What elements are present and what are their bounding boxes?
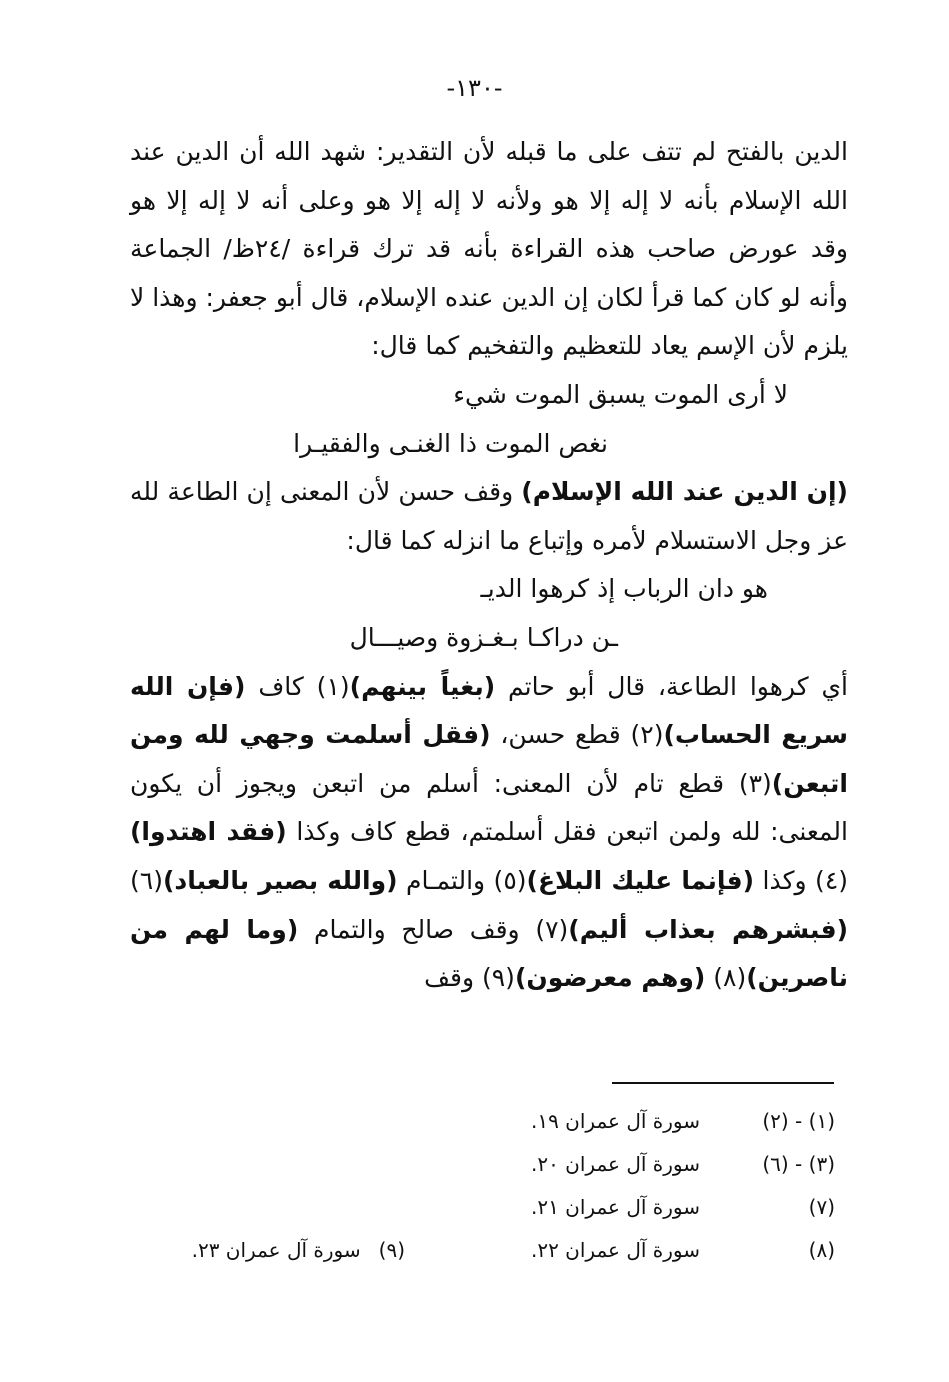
paragraph-text: (٢) قطع حسن، — [490, 720, 664, 750]
footnote — [130, 1143, 835, 1186]
poem-line-1: لا أرى الموت يسبق الموت شيء — [453, 379, 788, 409]
footnote-text: سورة آل عمران ٢٠. — [530, 1152, 700, 1176]
footnote-text: سورة آل عمران ١٩. — [530, 1109, 700, 1133]
paragraph-text: (٤) وكذا — [754, 865, 849, 895]
poem-line-3: هو دان الرباب إذ كرهوا الديـ — [480, 574, 768, 604]
quran-quote: (فإنما عليك البلاغ) — [526, 865, 755, 895]
footnote-side — [192, 1229, 405, 1272]
paragraph-3 — [130, 663, 848, 1003]
paragraph-1: الدين بالفتح لم تتف على ما قبله لأن التقدير: شهد الله أن الدين عند الله الإسلام بأنه لا إله إلا هو ولأنه لا إله إلا هو وعلى أنه لا إله إلا هو وقد عورض صاحب هذه القراءة بأنه قد ترك قراءة /٢٤ظ/ الجماعة وأنه لو كان كما قرأ لكان إن الدين عنده الإسلام، قال أبو جعفر: وهذا لا يلزم لأن الإسم يعاد للتعظيم والتفخيم كما قال: — [130, 137, 848, 361]
quran-quote: (إن الدين عند الله الإسلام) — [521, 477, 848, 507]
poem-line-4: ـن دراكـا بـغـزوة وصيـــال — [349, 622, 618, 652]
quran-quote: (فقل أسلمت وجهي لله ومن اتبعن) — [130, 720, 848, 798]
footnote-number: (٣) - (٦) — [762, 1152, 835, 1176]
paragraph-text: (٩) وقف — [424, 963, 515, 993]
poem-line-2: نغص الموت ذا الغنـى والفقيـرا — [293, 428, 608, 458]
footnote — [130, 1100, 835, 1143]
paragraph-text: أي كرهوا الطاعة، قال أبو حاتم — [495, 671, 849, 701]
footnote-number: (١) - (٢) — [762, 1109, 835, 1133]
paragraph-text: (٨) — [705, 963, 747, 993]
footnote-divider — [612, 1082, 834, 1084]
paragraph-2 — [130, 468, 848, 565]
paragraph-text: (٣) قطع تام لأن المعنى: أسلم من اتبعن ويجوز أن يكون المعنى: لله ولمن اتبعن فقل أسلمتم، قطع كاف وكذا — [130, 768, 848, 847]
footnote-text: سورة آل عمران ٢١. — [530, 1195, 700, 1219]
footnote-text: سورة آل عمران ٢٢. — [530, 1238, 700, 1262]
paragraph-text: (٧) وقف صالح والتمام — [298, 914, 569, 944]
quran-quote: (وهم معرضون) — [514, 963, 706, 993]
quran-quote: (فقد اهتدوا) — [130, 817, 287, 847]
main-text — [130, 128, 848, 1003]
quran-quote: (فإن الله سريع الحساب) — [130, 671, 849, 750]
footnote — [130, 1229, 835, 1272]
footnote-text: سورة آل عمران ٢٣. — [191, 1238, 361, 1262]
paragraph-text: (٦) — [130, 865, 163, 895]
quran-quote: (فبشرهم بعذاب أليم) — [568, 914, 848, 944]
paragraph-text: وقف حسن لأن المعنى إن الطاعة لله عز وجل الاستسلام لأمره وإتباع ما انزله كما قال: — [130, 477, 848, 555]
footnote-number: (٩) — [378, 1238, 405, 1262]
paragraph-text: (١) كاف — [245, 671, 350, 701]
footnote-number: (٨) — [808, 1238, 835, 1262]
quran-quote: (وما لهم من ناصرين) — [130, 914, 848, 993]
footnote — [130, 1186, 835, 1229]
footnote-number: (٧) — [808, 1195, 835, 1219]
paragraph-text: (٥) والتمـام — [397, 865, 527, 895]
footnotes — [130, 1100, 835, 1272]
quran-quote: (والله بصير بالعباد) — [162, 865, 398, 895]
page-number: -١٣٠- — [446, 74, 503, 102]
quran-quote: (بغياً بينهم) — [349, 671, 496, 701]
